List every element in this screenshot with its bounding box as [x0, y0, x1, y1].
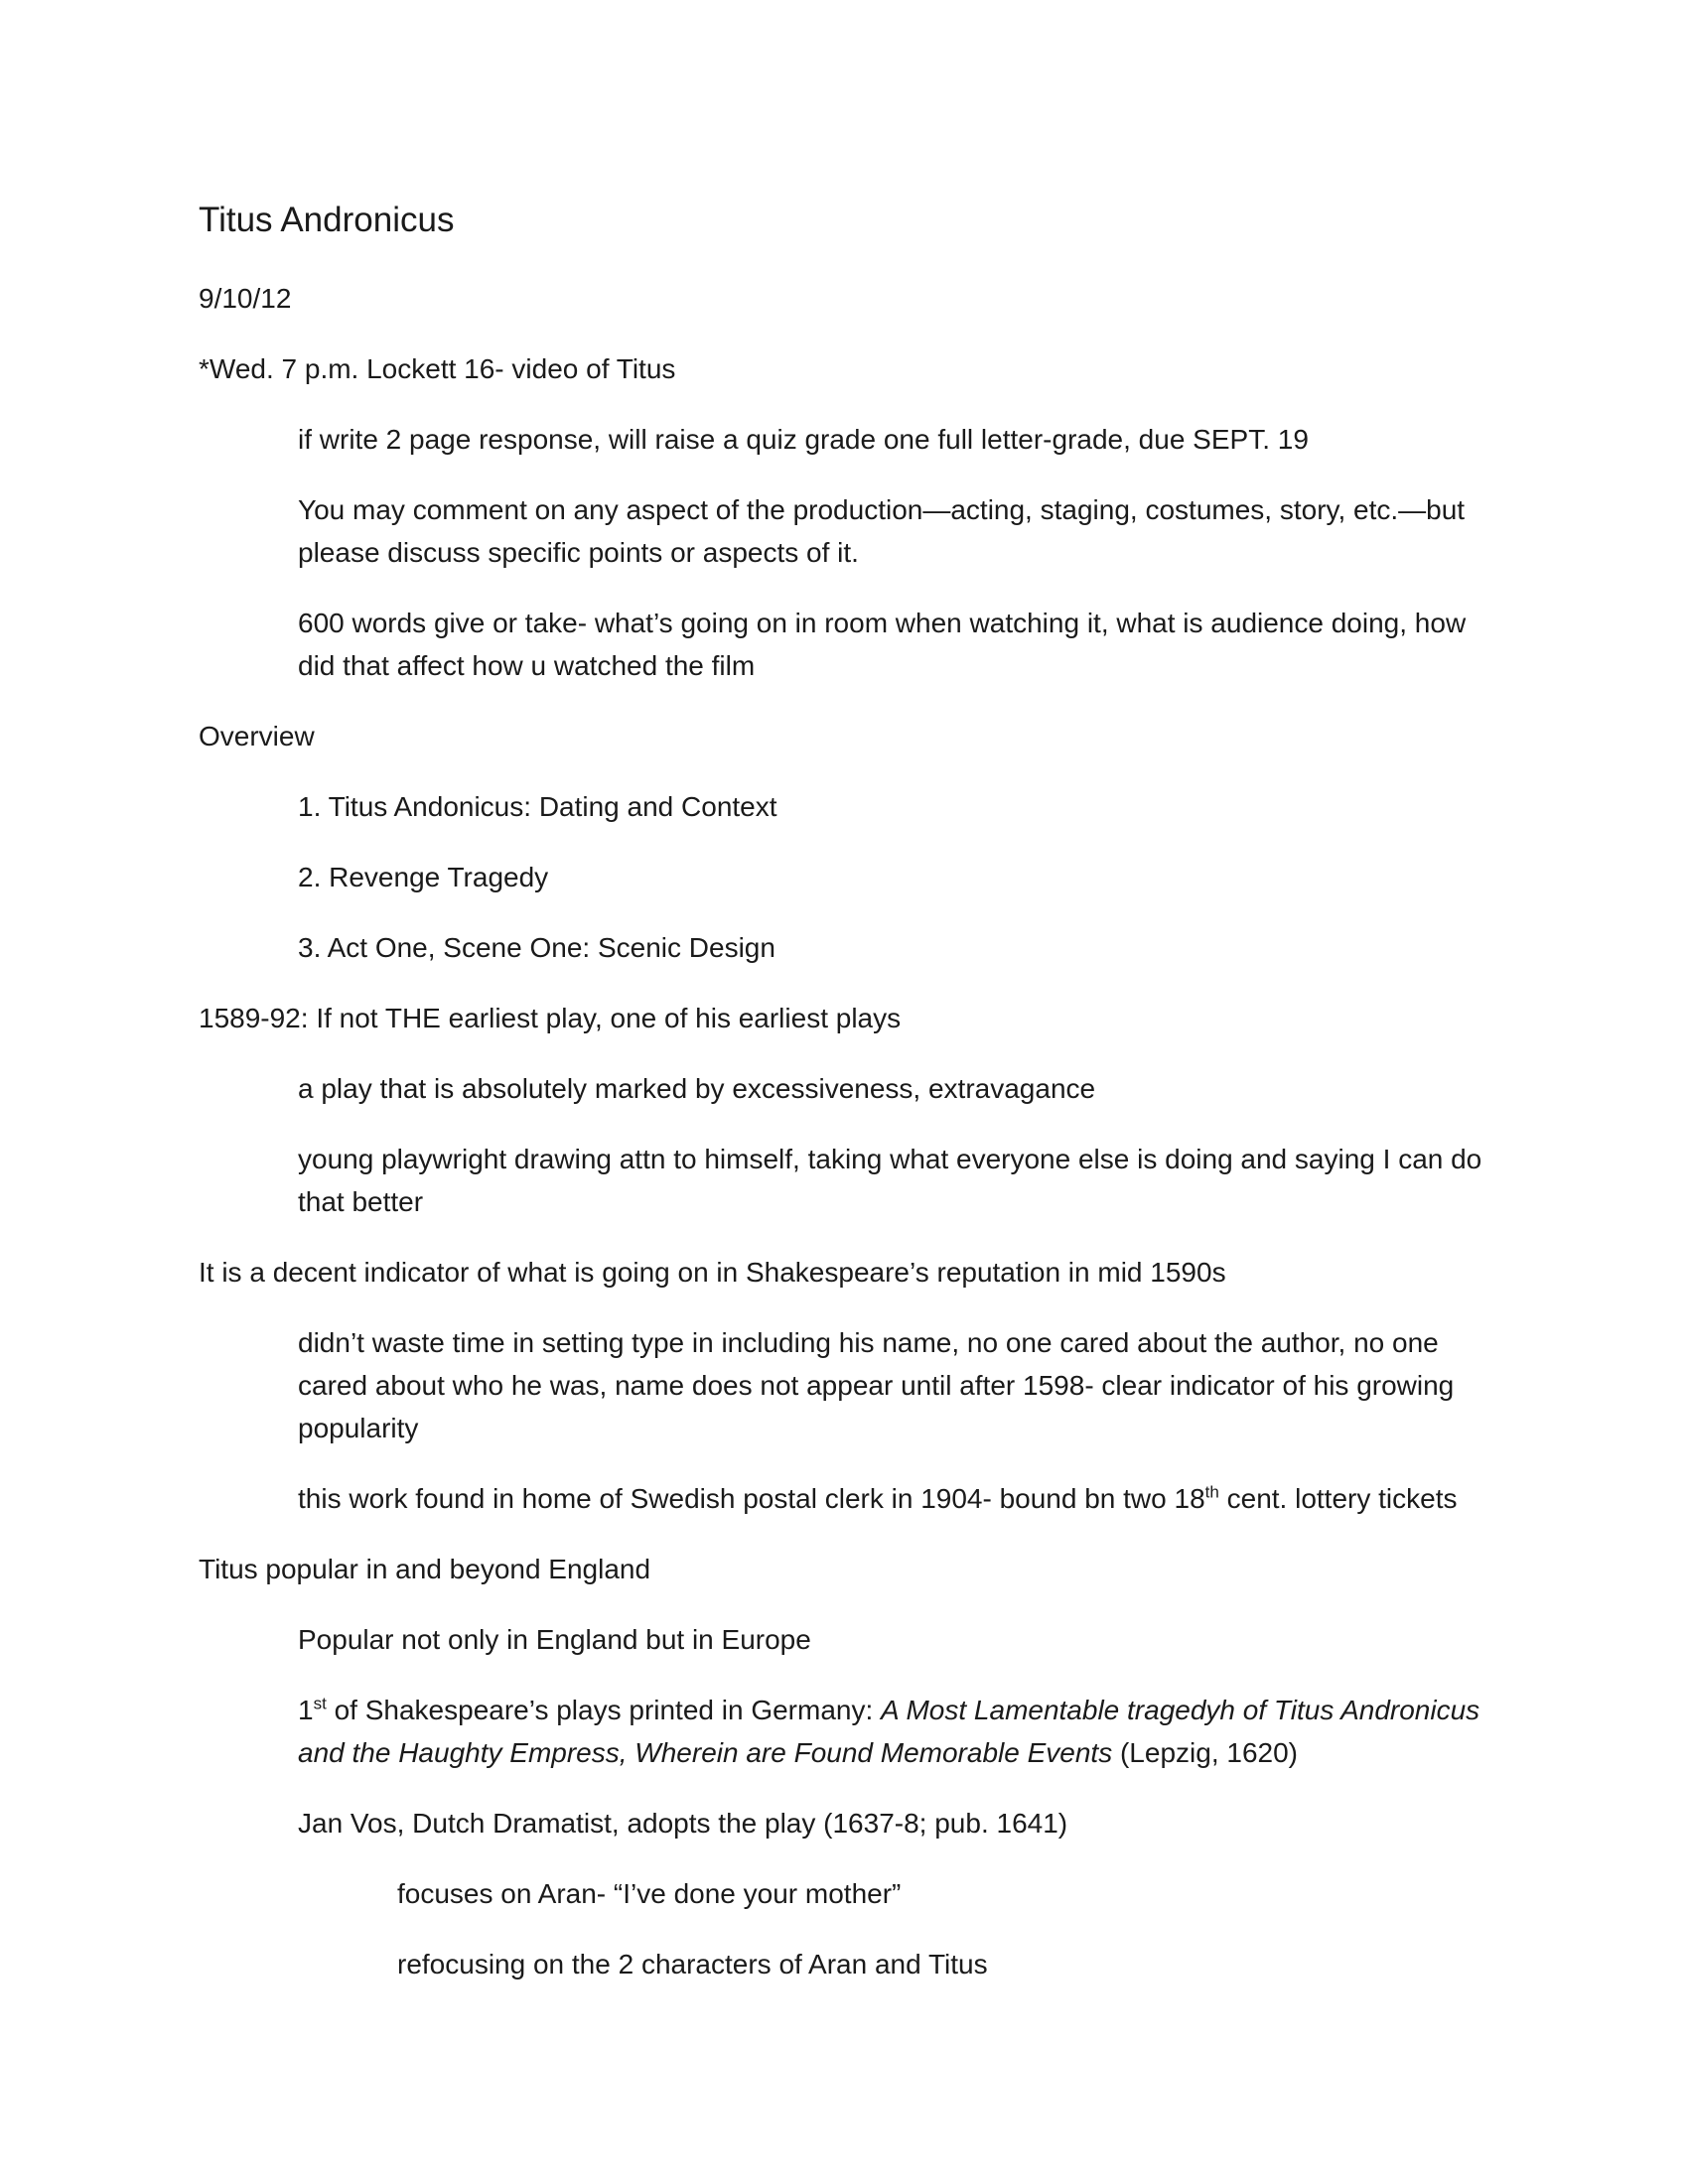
- reputation-note-1c: popularity: [298, 1413, 419, 1443]
- reputation-note-2-text: this work found in home of Swedish postal clerk in 1904- bound bn two 18: [298, 1483, 1205, 1514]
- response-note-1: if write 2 page response, will raise a quiz grade one full letter-grade, due SEPT. 19: [298, 424, 1309, 455]
- germany-note-line-1: [298, 1689, 1479, 1731]
- reputation-note-1a: didn’t waste time in setting type in including his name, no one cared about the author, no one: [298, 1327, 1439, 1358]
- vos-sub-note-1: focuses on Aran- “I’ve done your mother”: [397, 1878, 902, 1909]
- response-note-3b: did that affect how u watched the film: [298, 650, 756, 681]
- germany-number: 1: [298, 1695, 314, 1725]
- popular-note-1: Popular not only in England but in Europe: [298, 1624, 811, 1655]
- ordinal-suffix: th: [1204, 1482, 1219, 1502]
- response-note-2b: please discuss specific points or aspects of it.: [298, 537, 859, 568]
- document-title: Titus Andronicus: [199, 201, 455, 239]
- reputation-note-2: [298, 1477, 1457, 1520]
- overview-item-2: 2. Revenge Tragedy: [298, 862, 549, 892]
- german-title-italic-1: A Most Lamentable tragedyh of Titus Andronicus: [881, 1695, 1480, 1725]
- popular-heading: Titus popular in and beyond England: [199, 1554, 651, 1584]
- ordinal-suffix: st: [313, 1694, 327, 1713]
- germany-note-line-2: [298, 1731, 1298, 1774]
- announcement-line: *Wed. 7 p.m. Lockett 16- video of Titus: [199, 353, 676, 384]
- reputation-note-1b: cared about who he was, name does not appear until after 1598- clear indicator of his growing: [298, 1370, 1455, 1401]
- response-note-3a: 600 words give or take- what’s going on in room when watching it, what is audience doing, how: [298, 608, 1467, 638]
- overview-item-3: 3. Act One, Scene One: Scenic Design: [298, 932, 775, 963]
- dating-note-2b: that better: [298, 1186, 424, 1217]
- germany-citation: (Lepzig, 1620): [1112, 1737, 1298, 1768]
- vos-note: Jan Vos, Dutch Dramatist, adopts the play (1637-8; pub. 1641): [298, 1808, 1068, 1839]
- date-line: 9/10/12: [199, 283, 292, 314]
- overview-item-1: 1. Titus Andonicus: Dating and Context: [298, 791, 777, 822]
- german-title-italic-2: and the Haughty Empress, Wherein are Found Memorable Events: [298, 1737, 1113, 1768]
- dating-note-2a: young playwright drawing attn to himself, taking what everyone else is doing and saying I can do: [298, 1144, 1482, 1174]
- response-note-2a: You may comment on any aspect of the production—acting, staging, costumes, story, etc.—but: [298, 494, 1466, 525]
- reputation-note-2-tail: cent. lottery tickets: [1218, 1483, 1458, 1514]
- germany-text: of Shakespeare’s plays printed in Germany:: [326, 1695, 882, 1725]
- overview-heading: Overview: [199, 721, 315, 751]
- vos-sub-note-2: refocusing on the 2 characters of Aran and Titus: [397, 1949, 988, 1979]
- dating-heading: 1589-92: If not THE earliest play, one of his earliest plays: [199, 1003, 902, 1033]
- dating-note-1: a play that is absolutely marked by excessiveness, extravagance: [298, 1073, 1096, 1104]
- reputation-heading: It is a decent indicator of what is going on in Shakespeare’s reputation in mid 1590s: [199, 1257, 1226, 1288]
